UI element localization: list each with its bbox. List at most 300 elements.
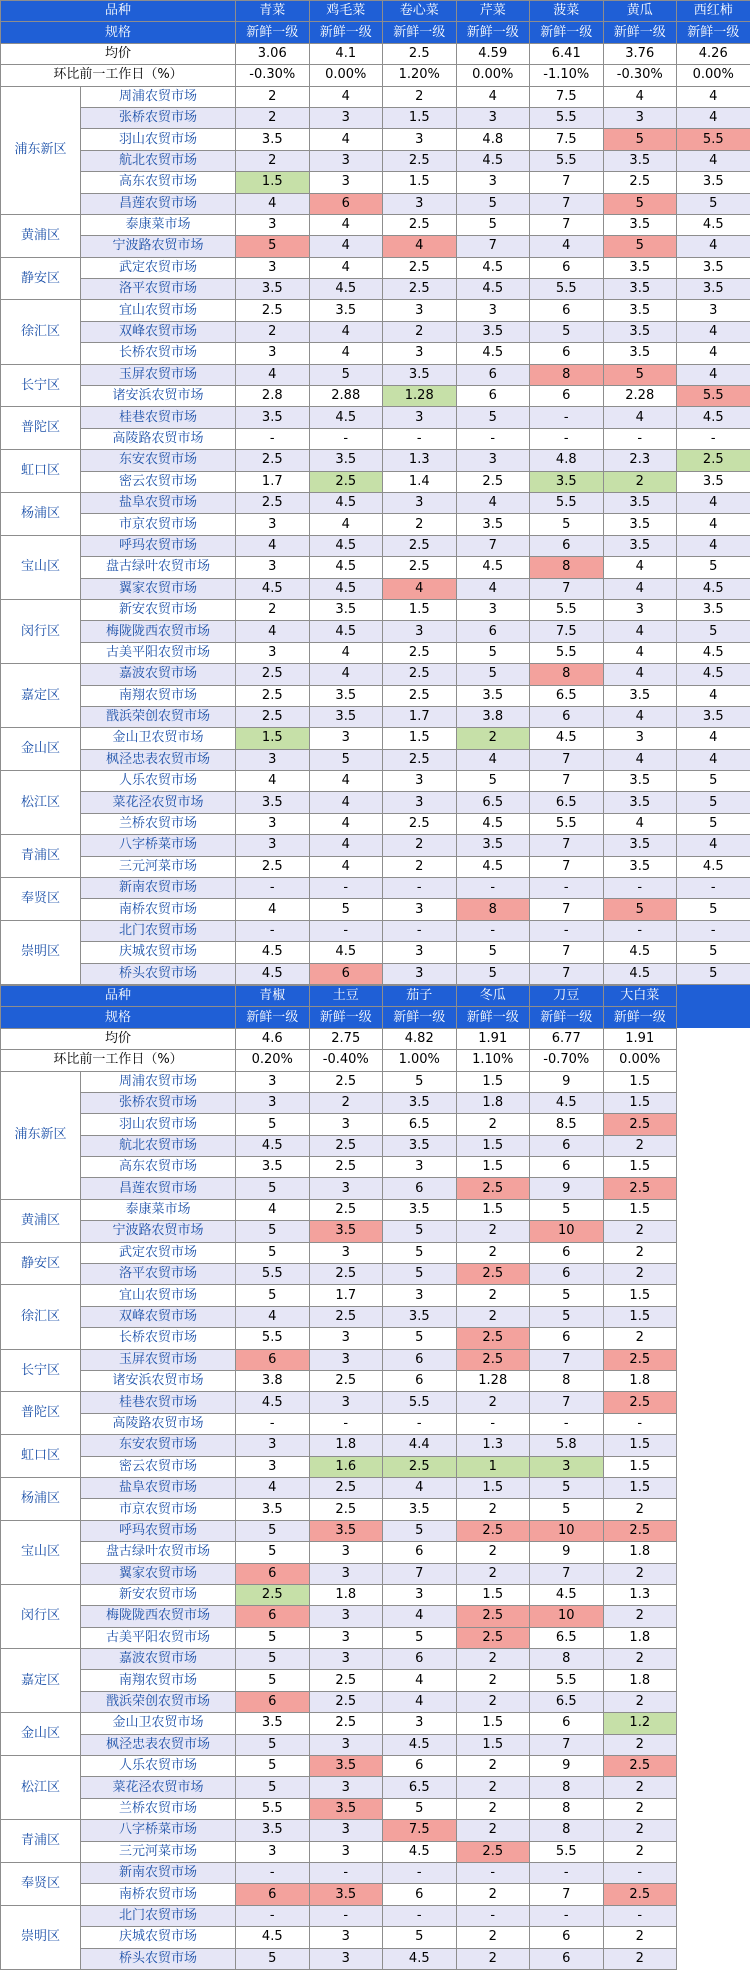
price-cell: 2 bbox=[603, 1328, 677, 1349]
price-cell: 5 bbox=[236, 1777, 310, 1798]
table-row bbox=[1, 86, 750, 107]
price-cell: 5 bbox=[236, 1734, 310, 1755]
price-cell: 3 bbox=[383, 942, 457, 963]
market-name: 兰桥农贸市场 bbox=[81, 1798, 236, 1819]
empty-cell bbox=[677, 1948, 750, 1969]
market-name: 南翔农贸市场 bbox=[81, 1670, 236, 1691]
price-cell: 4 bbox=[236, 535, 310, 556]
price-cell: - bbox=[677, 878, 750, 899]
price-cell: 5.5 bbox=[677, 386, 750, 407]
price-cell: 2.5 bbox=[456, 1264, 530, 1285]
table-row bbox=[1, 1862, 750, 1883]
price-cell: 4.5 bbox=[236, 578, 310, 599]
price-cell: 2.5 bbox=[236, 685, 310, 706]
empty-cell bbox=[677, 1756, 750, 1777]
empty-cell bbox=[677, 1777, 750, 1798]
price-cell: 1.5 bbox=[603, 1199, 677, 1220]
market-name: 长桥农贸市场 bbox=[81, 1328, 236, 1349]
district-name: 长宁区 bbox=[1, 1349, 81, 1392]
price-cell: 3 bbox=[236, 749, 310, 770]
price-cell: 1.28 bbox=[383, 386, 457, 407]
market-name: 桥头农贸市场 bbox=[81, 963, 236, 984]
price-cell: 3 bbox=[309, 1349, 383, 1370]
price-cell: 3 bbox=[383, 1584, 457, 1605]
table-row bbox=[1, 1114, 750, 1135]
table-row bbox=[1, 1606, 750, 1627]
avg-price-row-cell: 1.91 bbox=[603, 1028, 677, 1049]
price-cell: 3.5 bbox=[236, 407, 310, 428]
price-cell: 3.5 bbox=[309, 1520, 383, 1541]
spec-row-cell: 新鲜一级 bbox=[383, 1007, 457, 1028]
price-cell: 4 bbox=[677, 343, 750, 364]
price-cell: 2.5 bbox=[309, 1499, 383, 1520]
market-name: 南翔农贸市场 bbox=[81, 685, 236, 706]
price-cell: 2.5 bbox=[236, 706, 310, 727]
table-row bbox=[1, 321, 750, 342]
price-cell: 3 bbox=[309, 1328, 383, 1349]
change-row-cell: -0.30% bbox=[603, 65, 677, 86]
price-cell: 2 bbox=[383, 856, 457, 877]
avg-price-row-cell: 3.06 bbox=[236, 43, 310, 64]
price-cell: 3 bbox=[383, 792, 457, 813]
price-cell: 4 bbox=[603, 642, 677, 663]
price-cell: 2 bbox=[456, 1927, 530, 1948]
empty-cell bbox=[677, 1435, 750, 1456]
price-cell: 3.5 bbox=[236, 1499, 310, 1520]
avg-price-row-cell: 4.1 bbox=[309, 43, 383, 64]
price-cell: 1.5 bbox=[603, 1157, 677, 1178]
table-row bbox=[1, 236, 750, 257]
price-cell: 3.5 bbox=[456, 514, 530, 535]
price-cell: 5 bbox=[456, 193, 530, 214]
price-cell: 1.5 bbox=[603, 1435, 677, 1456]
price-cell: 2 bbox=[456, 1691, 530, 1712]
table-row bbox=[1, 386, 750, 407]
price-cell: 3 bbox=[530, 1456, 604, 1477]
market-name: 戬浜荣创农贸市场 bbox=[81, 706, 236, 727]
price-cell: 3 bbox=[309, 1178, 383, 1199]
price-cell: 3.5 bbox=[456, 321, 530, 342]
empty-cell bbox=[677, 1649, 750, 1670]
price-cell: 3.5 bbox=[309, 599, 383, 620]
price-cell: 2 bbox=[456, 1306, 530, 1327]
avg-price-row-cell: 1.91 bbox=[456, 1028, 530, 1049]
price-cell: - bbox=[309, 878, 383, 899]
price-cell: 8.5 bbox=[530, 1114, 604, 1135]
price-cell: 2.5 bbox=[236, 664, 310, 685]
price-cell: 3.5 bbox=[383, 1135, 457, 1156]
price-cell: 2.5 bbox=[309, 1135, 383, 1156]
price-cell: - bbox=[236, 920, 310, 941]
empty-cell bbox=[677, 1071, 750, 1092]
price-cell: 5 bbox=[677, 771, 750, 792]
change-row-cell: 1.20% bbox=[383, 65, 457, 86]
price-cell: 3 bbox=[383, 492, 457, 513]
price-cell: 2.5 bbox=[383, 150, 457, 171]
price-cell: 1.7 bbox=[309, 1285, 383, 1306]
price-cell: 3 bbox=[383, 621, 457, 642]
price-cell: 6 bbox=[383, 1756, 457, 1777]
price-cell: 3.5 bbox=[456, 835, 530, 856]
price-cell: 3 bbox=[383, 963, 457, 984]
price-cell: 5.5 bbox=[530, 1670, 604, 1691]
price-cell: 2.5 bbox=[309, 1306, 383, 1327]
market-name: 高东农贸市场 bbox=[81, 172, 236, 193]
table-row bbox=[1, 1905, 750, 1926]
district-name: 青浦区 bbox=[1, 1820, 81, 1863]
market-name: 嘉波农贸市场 bbox=[81, 664, 236, 685]
price-cell: 6 bbox=[530, 386, 604, 407]
price-cell: 6 bbox=[383, 1349, 457, 1370]
price-cell: 4 bbox=[309, 813, 383, 834]
price-cell: 4 bbox=[677, 514, 750, 535]
price-cell: 2 bbox=[603, 471, 677, 492]
table-row bbox=[1, 300, 750, 321]
price-cell: 4.5 bbox=[677, 642, 750, 663]
avg-price-row-cell: 4.82 bbox=[383, 1028, 457, 1049]
price-cell: 4.5 bbox=[677, 856, 750, 877]
price-cell: 3.5 bbox=[236, 1820, 310, 1841]
price-cell: 8 bbox=[530, 1820, 604, 1841]
table-row bbox=[1, 535, 750, 556]
price-cell: - bbox=[236, 1413, 310, 1434]
district-name: 松江区 bbox=[1, 771, 81, 835]
market-name: 人乐农贸市场 bbox=[81, 1756, 236, 1777]
market-name: 桂巷农贸市场 bbox=[81, 407, 236, 428]
change-row-cell: 0.00% bbox=[603, 1050, 677, 1071]
price-cell: 10 bbox=[530, 1520, 604, 1541]
price-cell: - bbox=[383, 1862, 457, 1883]
table-row bbox=[1, 407, 750, 428]
product-name-row-cell: 黄瓜 bbox=[603, 1, 677, 22]
price-cell: 2 bbox=[603, 1820, 677, 1841]
table-row bbox=[1, 1542, 750, 1563]
price-cell: 5.5 bbox=[677, 129, 750, 150]
price-cell: 6 bbox=[530, 257, 604, 278]
market-name: 枫泾忠表农贸市场 bbox=[81, 749, 236, 770]
table-row bbox=[1, 257, 750, 278]
price-cell: 4.5 bbox=[603, 942, 677, 963]
market-name: 新安农贸市场 bbox=[81, 599, 236, 620]
price-cell: 2.5 bbox=[456, 1349, 530, 1370]
product-name-row-cell: 青椒 bbox=[236, 985, 310, 1006]
market-name: 羽山农贸市场 bbox=[81, 129, 236, 150]
table-row bbox=[1, 1157, 750, 1178]
price-cell: 5 bbox=[236, 236, 310, 257]
price-cell: - bbox=[603, 428, 677, 449]
change-row-cell: 0.20% bbox=[236, 1050, 310, 1071]
price-cell: 2 bbox=[309, 1092, 383, 1113]
price-cell: 2.5 bbox=[456, 1627, 530, 1648]
empty-cell bbox=[677, 1221, 750, 1242]
empty-cell bbox=[677, 1841, 750, 1862]
price-cell: - bbox=[530, 878, 604, 899]
price-cell: 10 bbox=[530, 1606, 604, 1627]
table-row bbox=[1, 1306, 750, 1327]
price-cell: 3 bbox=[383, 1713, 457, 1734]
price-cell: - bbox=[236, 428, 310, 449]
price-cell: 7 bbox=[530, 1349, 604, 1370]
price-cell: 4.5 bbox=[677, 407, 750, 428]
price-cell: 4.5 bbox=[456, 813, 530, 834]
price-cell: 7 bbox=[530, 1392, 604, 1413]
price-cell: 4.8 bbox=[456, 129, 530, 150]
table-row bbox=[1, 1349, 750, 1370]
price-cell: 3 bbox=[309, 1734, 383, 1755]
price-cell: 6 bbox=[236, 1563, 310, 1584]
empty-cell bbox=[677, 1349, 750, 1370]
price-cell: 2 bbox=[383, 514, 457, 535]
price-cell: 7 bbox=[530, 193, 604, 214]
empty-cell bbox=[677, 1178, 750, 1199]
spec-row-cell: 新鲜一级 bbox=[383, 22, 457, 43]
price-cell: 4.5 bbox=[677, 664, 750, 685]
price-cell: 1.5 bbox=[456, 1734, 530, 1755]
district-name: 普陀区 bbox=[1, 1392, 81, 1435]
price-cell: 6 bbox=[530, 1713, 604, 1734]
district-name: 松江区 bbox=[1, 1756, 81, 1820]
empty-cell bbox=[677, 1627, 750, 1648]
price-cell: 3.5 bbox=[677, 279, 750, 300]
price-cell: 2.5 bbox=[236, 856, 310, 877]
price-cell: 7.5 bbox=[530, 621, 604, 642]
price-cell: 3.5 bbox=[677, 599, 750, 620]
table-row bbox=[1, 1435, 750, 1456]
price-cell: 5 bbox=[236, 1178, 310, 1199]
avg-price-row-cell: 4.26 bbox=[677, 43, 750, 64]
market-name: 新南农贸市场 bbox=[81, 878, 236, 899]
price-cell: 2.8 bbox=[236, 386, 310, 407]
spec-row-cell: 新鲜一级 bbox=[530, 22, 604, 43]
price-cell: 1.5 bbox=[456, 1071, 530, 1092]
price-cell: - bbox=[456, 878, 530, 899]
empty-cell bbox=[677, 1092, 750, 1113]
table-row bbox=[1, 172, 750, 193]
table-row bbox=[1, 1927, 750, 1948]
district-name: 黄浦区 bbox=[1, 1199, 81, 1242]
empty-cell bbox=[677, 985, 750, 1006]
empty-cell bbox=[677, 1114, 750, 1135]
price-cell: 2.5 bbox=[383, 642, 457, 663]
price-cell: 7.5 bbox=[530, 86, 604, 107]
price-cell: 5.5 bbox=[530, 150, 604, 171]
price-cell: 3.5 bbox=[309, 1756, 383, 1777]
product-name-row bbox=[1, 1, 750, 22]
price-cell: 2.5 bbox=[236, 1584, 310, 1605]
spec-row-cell: 新鲜一级 bbox=[236, 1007, 310, 1028]
price-cell: 2 bbox=[456, 1777, 530, 1798]
price-cell: 2 bbox=[603, 1734, 677, 1755]
price-cell: 2 bbox=[383, 835, 457, 856]
price-cell: 3.5 bbox=[603, 321, 677, 342]
price-cell: 4 bbox=[456, 86, 530, 107]
price-cell: 2.5 bbox=[236, 300, 310, 321]
price-cell: 2 bbox=[456, 1114, 530, 1135]
district-name: 宝山区 bbox=[1, 535, 81, 599]
market-name: 嘉波农贸市场 bbox=[81, 1649, 236, 1670]
price-cell: 3 bbox=[309, 728, 383, 749]
price-cell: 2.5 bbox=[603, 1178, 677, 1199]
market-name: 泰康菜市场 bbox=[81, 1199, 236, 1220]
price-cell: 1.5 bbox=[456, 1584, 530, 1605]
price-cell: 5 bbox=[677, 899, 750, 920]
price-cell: 6 bbox=[530, 1242, 604, 1263]
change-row-cell: 1.00% bbox=[383, 1050, 457, 1071]
price-cell: 2.5 bbox=[456, 1606, 530, 1627]
price-cell: 4 bbox=[309, 236, 383, 257]
table-row bbox=[1, 963, 750, 984]
price-cell: - bbox=[677, 920, 750, 941]
market-name: 庆城农贸市场 bbox=[81, 942, 236, 963]
table-row bbox=[1, 1199, 750, 1220]
price-cell: 3.5 bbox=[677, 471, 750, 492]
price-cell: - bbox=[309, 920, 383, 941]
price-cell: 2 bbox=[456, 1242, 530, 1263]
price-cell: 5 bbox=[383, 1264, 457, 1285]
table-row bbox=[1, 1071, 750, 1092]
price-cell: 2.5 bbox=[309, 1371, 383, 1392]
price-cell: 3 bbox=[309, 1242, 383, 1263]
price-cell: 7.5 bbox=[530, 129, 604, 150]
table-row bbox=[1, 642, 750, 663]
market-name: 市京农贸市场 bbox=[81, 1499, 236, 1520]
price-cell: 2 bbox=[456, 1948, 530, 1969]
price-cell: 1.5 bbox=[383, 172, 457, 193]
price-cell: 8 bbox=[530, 664, 604, 685]
table-row bbox=[1, 1264, 750, 1285]
avg-price-row-cell: 4.59 bbox=[456, 43, 530, 64]
price-cell: 2.5 bbox=[456, 1520, 530, 1541]
market-name: 北门农贸市场 bbox=[81, 920, 236, 941]
table-row bbox=[1, 1948, 750, 1969]
avg-price-row-cell: 2.5 bbox=[383, 43, 457, 64]
price-cell: 6 bbox=[236, 1884, 310, 1905]
price-cell: 4 bbox=[677, 321, 750, 342]
market-name: 高陵路农贸市场 bbox=[81, 428, 236, 449]
price-cell: 5 bbox=[236, 1627, 310, 1648]
district-name: 杨浦区 bbox=[1, 1477, 81, 1520]
market-name: 盘古绿叶农贸市场 bbox=[81, 557, 236, 578]
price-cell: 3.5 bbox=[309, 300, 383, 321]
price-cell: 7 bbox=[530, 1734, 604, 1755]
market-name: 武定农贸市场 bbox=[81, 257, 236, 278]
table-row bbox=[1, 771, 750, 792]
spec-row-cell: 新鲜一级 bbox=[603, 22, 677, 43]
price-cell: 4 bbox=[603, 706, 677, 727]
price-cell: 5.5 bbox=[530, 813, 604, 834]
market-name: 呼玛农贸市场 bbox=[81, 535, 236, 556]
price-cell: 3.5 bbox=[603, 514, 677, 535]
price-cell: - bbox=[456, 920, 530, 941]
spec-row-cell: 新鲜一级 bbox=[456, 22, 530, 43]
price-cell: 3.5 bbox=[383, 1306, 457, 1327]
price-cell: 2 bbox=[456, 1542, 530, 1563]
market-name: 武定农贸市场 bbox=[81, 1242, 236, 1263]
price-cell: 4.5 bbox=[309, 578, 383, 599]
price-cell: 5 bbox=[530, 514, 604, 535]
price-cell: 2.5 bbox=[309, 1713, 383, 1734]
price-cell: 2.5 bbox=[456, 1328, 530, 1349]
price-cell: 3 bbox=[309, 150, 383, 171]
empty-cell bbox=[677, 1798, 750, 1819]
price-cell: 2.5 bbox=[456, 1841, 530, 1862]
price-cell: 5 bbox=[383, 1520, 457, 1541]
price-cell: 6 bbox=[383, 1371, 457, 1392]
table-row bbox=[1, 1670, 750, 1691]
change-row-cell: 1.10% bbox=[456, 1050, 530, 1071]
price-cell: 6 bbox=[530, 1135, 604, 1156]
price-cell: 2.5 bbox=[456, 471, 530, 492]
market-name: 盘古绿叶农贸市场 bbox=[81, 1542, 236, 1563]
table-row bbox=[1, 364, 750, 385]
district-name: 静安区 bbox=[1, 257, 81, 300]
district-name: 虹口区 bbox=[1, 450, 81, 493]
price-cell: - bbox=[530, 920, 604, 941]
price-cell: 6.5 bbox=[383, 1777, 457, 1798]
price-cell: 7 bbox=[456, 236, 530, 257]
price-cell: - bbox=[603, 920, 677, 941]
change-row bbox=[1, 1050, 750, 1071]
price-cell: 2.5 bbox=[603, 1349, 677, 1370]
price-cell: 1.3 bbox=[456, 1435, 530, 1456]
price-cell: 3 bbox=[309, 1392, 383, 1413]
price-cell: 2.5 bbox=[309, 1157, 383, 1178]
price-cell: 2 bbox=[383, 321, 457, 342]
price-cell: 2 bbox=[456, 1499, 530, 1520]
product-name-row-cell: 卷心菜 bbox=[383, 1, 457, 22]
price-cell: 5 bbox=[677, 942, 750, 963]
market-name: 高陵路农贸市场 bbox=[81, 1413, 236, 1434]
price-cell: 5 bbox=[383, 1071, 457, 1092]
price-cell: - bbox=[530, 1862, 604, 1883]
product-name-row-cell: 青菜 bbox=[236, 1, 310, 22]
price-cell: 3 bbox=[309, 1820, 383, 1841]
price-cell: 3 bbox=[456, 107, 530, 128]
district-name: 浦东新区 bbox=[1, 86, 81, 214]
district-name: 金山区 bbox=[1, 1713, 81, 1756]
price-cell: - bbox=[383, 1905, 457, 1926]
price-cell: 5 bbox=[530, 1477, 604, 1498]
price-cell: 4.5 bbox=[309, 942, 383, 963]
price-cell: 5 bbox=[530, 1199, 604, 1220]
change-row-cell: -0.70% bbox=[530, 1050, 604, 1071]
price-cell: 3.8 bbox=[456, 706, 530, 727]
price-cell: 2 bbox=[456, 1756, 530, 1777]
price-cell: 2.5 bbox=[236, 450, 310, 471]
change-row-cell: 0.00% bbox=[677, 65, 750, 86]
product-name-row-cell: 刀豆 bbox=[530, 985, 604, 1006]
price-cell: 4 bbox=[309, 514, 383, 535]
table-row bbox=[1, 578, 750, 599]
price-cell: 7 bbox=[530, 856, 604, 877]
price-cell: 3 bbox=[309, 1542, 383, 1563]
empty-cell bbox=[677, 1542, 750, 1563]
price-cell: 2.3 bbox=[603, 450, 677, 471]
price-cell: 2 bbox=[603, 1798, 677, 1819]
table-row bbox=[1, 728, 750, 749]
price-cell: 4 bbox=[603, 813, 677, 834]
price-cell: 2.5 bbox=[456, 1178, 530, 1199]
price-cell: 1.8 bbox=[603, 1371, 677, 1392]
price-cell: 3 bbox=[236, 557, 310, 578]
price-cell: 4.5 bbox=[530, 728, 604, 749]
table-row bbox=[1, 1221, 750, 1242]
table-row bbox=[1, 214, 750, 235]
empty-cell bbox=[677, 1413, 750, 1434]
price-cell: 6.5 bbox=[530, 1627, 604, 1648]
price-cell: 2 bbox=[603, 1649, 677, 1670]
price-cell: 4 bbox=[677, 150, 750, 171]
